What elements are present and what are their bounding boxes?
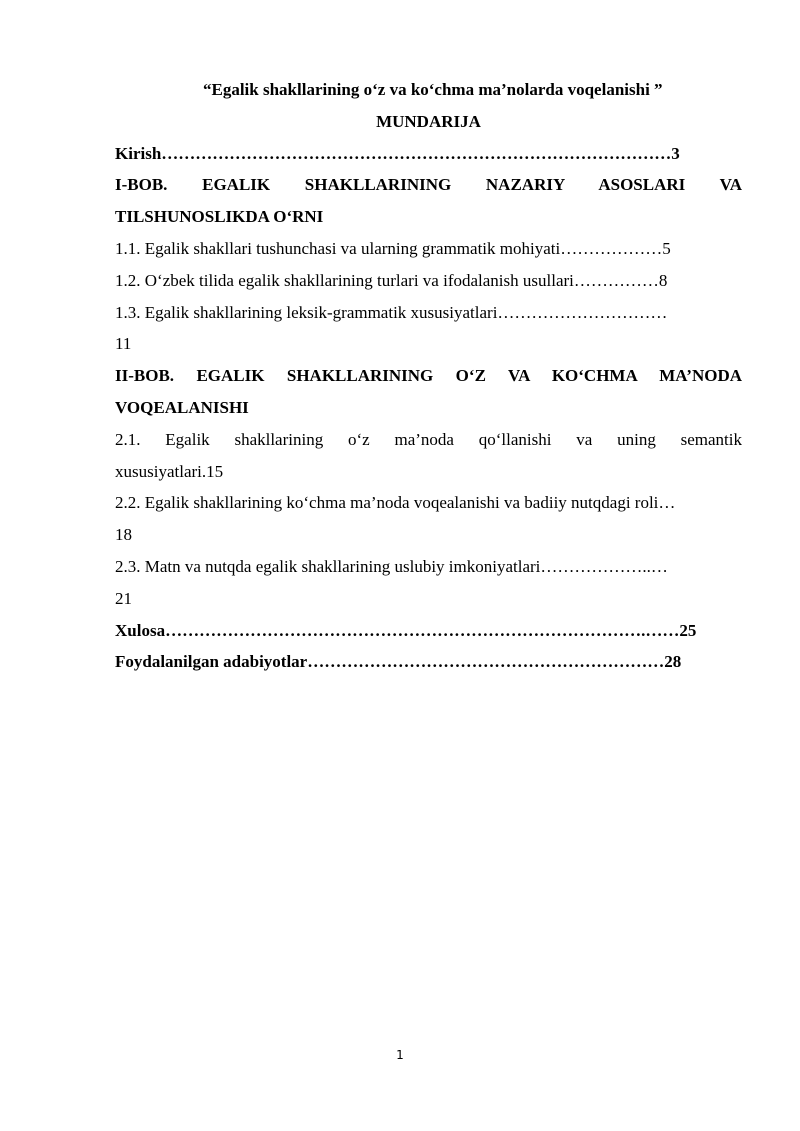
- toc-entry-conclusion: Xulosa………………………………………………………………………….……25: [115, 620, 697, 640]
- toc-entry-2-3-line-1: 2.3. Matn va nutqda egalik shakllarining uslubiy imkoniyatlari………………..…: [115, 556, 668, 576]
- toc-entry-references: Foydalanilgan adabiyotlar………………………………………………………28: [115, 652, 682, 672]
- toc-entry-2-1-line-2: xususiyatlari.15: [115, 461, 224, 481]
- toc-chapter-2-line-2: VOQEALANISHI: [115, 397, 249, 417]
- toc-heading: MUNDARIJA: [376, 111, 481, 131]
- toc-entry-2-2-line-1: 2.2. Egalik shakllarining ko‘chma ma’noda voqealanishi va badiiy nutqdagi roli…: [115, 493, 676, 513]
- toc-entry-1-3-line-2: 11: [115, 334, 132, 354]
- toc-entry-2-2-line-2: 18: [115, 525, 132, 545]
- toc-chapter-1-line-2: TILSHUNOSLIKDA O‘RNI: [115, 207, 324, 227]
- toc-entry-2-3-line-2: 21: [115, 588, 132, 608]
- toc-entry-1-3-line-1: 1.3. Egalik shakllarining leksik-grammatik xususiyatlari…………………………: [115, 302, 668, 322]
- toc-entry-2-1-line-1: 2.1. Egalik shakllarining o‘z ma’noda qo‘llanishi va uning semantik: [115, 429, 742, 449]
- toc-entry-intro: Kirish………………………………………………………………………………3: [115, 143, 680, 163]
- toc-entry-1-2: 1.2. O‘zbek tilida egalik shakllarining turlari va ifodalanish usullari……………8: [115, 270, 668, 290]
- document-title: “Egalik shakllarining o‘z va ko‘chma ma’nolarda voqelanishi ”: [203, 80, 663, 99]
- toc-chapter-1-line-1: I-BOB. EGALIK SHAKLLARINING NAZARIY ASOSLARI VA: [115, 175, 742, 195]
- page-number: 1: [396, 1048, 404, 1062]
- toc-entry-1-1: 1.1. Egalik shakllari tushunchasi va ularning grammatik mohiyati………………5: [115, 238, 671, 258]
- document-page: [115, 74, 742, 678]
- toc-chapter-2-line-1: II-BOB. EGALIK SHAKLLARINING O‘Z VA KO‘CHMA MA’NODA: [115, 366, 742, 386]
